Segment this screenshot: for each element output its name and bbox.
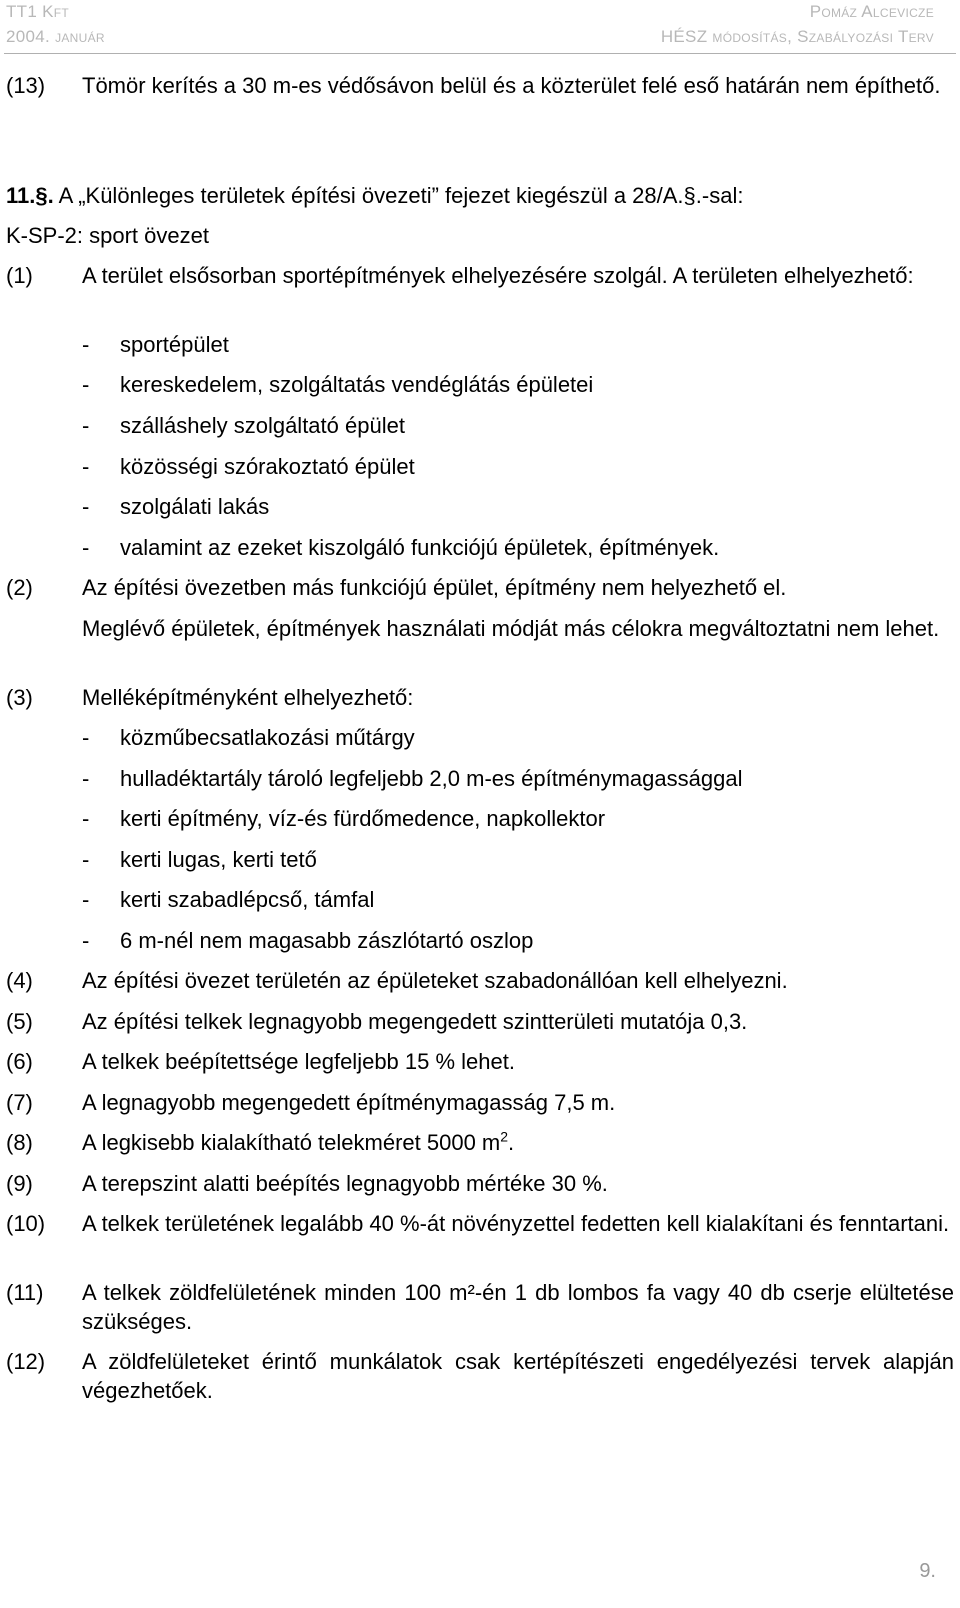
zone-title-text: K-SP-2: sport övezet (6, 223, 209, 248)
list-dash: - (82, 454, 90, 479)
paragraph-text: A terület elsősorban sportépítmények elhelyezésére szolgál. A területen elhelyezhető: (82, 263, 914, 288)
list-item-text: közösségi szórakoztató épület (120, 454, 415, 479)
page-number: 9. (919, 1560, 936, 1582)
list-dash: - (82, 928, 90, 953)
list-item-text: szolgálati lakás (120, 494, 270, 519)
paragraph-text: Meglévő épületek, építmények használati módját más célokra megváltoztatni nem lehet. (82, 616, 940, 641)
paragraph-number: (9) (6, 1171, 33, 1196)
paragraph-number: (5) (6, 1009, 33, 1034)
paragraph-number: (8) (6, 1130, 33, 1155)
paragraph-number: (10) (6, 1211, 46, 1236)
header-doc-title: HÉSZ módosítás, Szabályozási Terv (660, 27, 934, 46)
list-dash: - (82, 847, 90, 872)
list-dash: - (82, 332, 90, 357)
list-item-text: közműbecsatlakozási műtárgy (120, 725, 415, 750)
list-item-text: kerti építmény, víz-és fürdőmedence, napkollektor (120, 806, 606, 831)
paragraph-number: (13) (6, 73, 46, 98)
paragraph-text: A zöldfelületeket érintő munkálatok csak kertépítészeti engedélyezési tervek alapján végezhetőek. (82, 1349, 954, 1403)
paragraph-text: A terepszint alatti beépítés legnagyobb mértéke 30 %. (82, 1171, 608, 1196)
paragraph-end: . (508, 1130, 515, 1155)
paragraph-text: Az építési övezetben más funkciójú épület, építmény nem helyezhető el. (82, 575, 787, 600)
paragraph-text: Az építési övezet területén az épületeket szabadonállóan kell elhelyezni. (82, 968, 788, 993)
paragraph-number: (2) (6, 575, 33, 600)
paragraph-text: A telkek beépítettsége legfeljebb 15 % lehet. (82, 1049, 515, 1074)
list-dash: - (82, 413, 90, 438)
paragraph-number: (11) (6, 1280, 44, 1305)
list-item-text: 6 m-nél nem magasabb zászlótartó oszlop (120, 928, 534, 953)
list-dash: - (82, 535, 90, 560)
header-divider (4, 53, 956, 54)
paragraph-number: (12) (6, 1349, 46, 1374)
list-dash: - (82, 372, 90, 397)
list-dash: - (82, 494, 90, 519)
paragraph-number: (3) (6, 685, 33, 710)
paragraph-text: A telkek zöldfelületének minden 100 m²-én 1 db lombos fa vagy 40 db cserje elültetése szükséges. (82, 1280, 954, 1334)
page-header (0, 0, 960, 52)
list-item-text: kereskedelem, szolgáltatás vendéglátás épületei (120, 372, 594, 397)
header-place: Pomáz Alcevicze (809, 2, 934, 21)
paragraph-text: Tömör kerítés a 30 m-es védősávon belül és a közterület felé eső határán nem építhető. (82, 73, 941, 98)
paragraph-number: (6) (6, 1049, 33, 1074)
paragraph-number: (4) (6, 968, 33, 993)
paragraph-text: A telkek területének legalább 40 %-át növényzettel fedetten kell kialakítani és fenntartani. (82, 1211, 950, 1236)
list-item-text: kerti lugas, kerti tető (120, 847, 317, 872)
list-item-text: sportépület (120, 332, 229, 357)
list-item-text: kerti szabadlépcső, támfal (120, 887, 375, 912)
list-item-text: szálláshely szolgáltató épület (120, 413, 405, 438)
paragraph-number: (7) (6, 1090, 33, 1115)
section-heading-text: A „Különleges területek építési övezeti” fejezet kiegészül a 28/A.§.-sal: (53, 183, 744, 208)
paragraph-text: Melléképítményként elhelyezhető: (82, 685, 414, 710)
header-company: TT1 Kft (6, 2, 70, 21)
list-dash: - (82, 725, 90, 750)
superscript: 2 (500, 1128, 509, 1145)
paragraph-number: (1) (6, 263, 33, 288)
section-number: 11.§. (6, 183, 54, 208)
list-item-text: hulladéktartály tároló legfeljebb 2,0 m-es építménymagassággal (120, 766, 743, 791)
paragraph-text: A legkisebb kialakítható telekméret 5000 m (82, 1130, 501, 1155)
paragraph-text: A legnagyobb megengedett építménymagasság 7,5 m. (82, 1090, 616, 1115)
list-dash: - (82, 887, 90, 912)
list-item-text: valamint az ezeket kiszolgáló funkciójú épületek, építmények. (120, 535, 720, 560)
list-dash: - (82, 806, 90, 831)
header-date: 2004. január (6, 27, 105, 46)
paragraph-text: Az építési telkek legnagyobb megengedett szintterületi mutatója 0,3. (82, 1009, 748, 1034)
list-dash: - (82, 766, 90, 791)
